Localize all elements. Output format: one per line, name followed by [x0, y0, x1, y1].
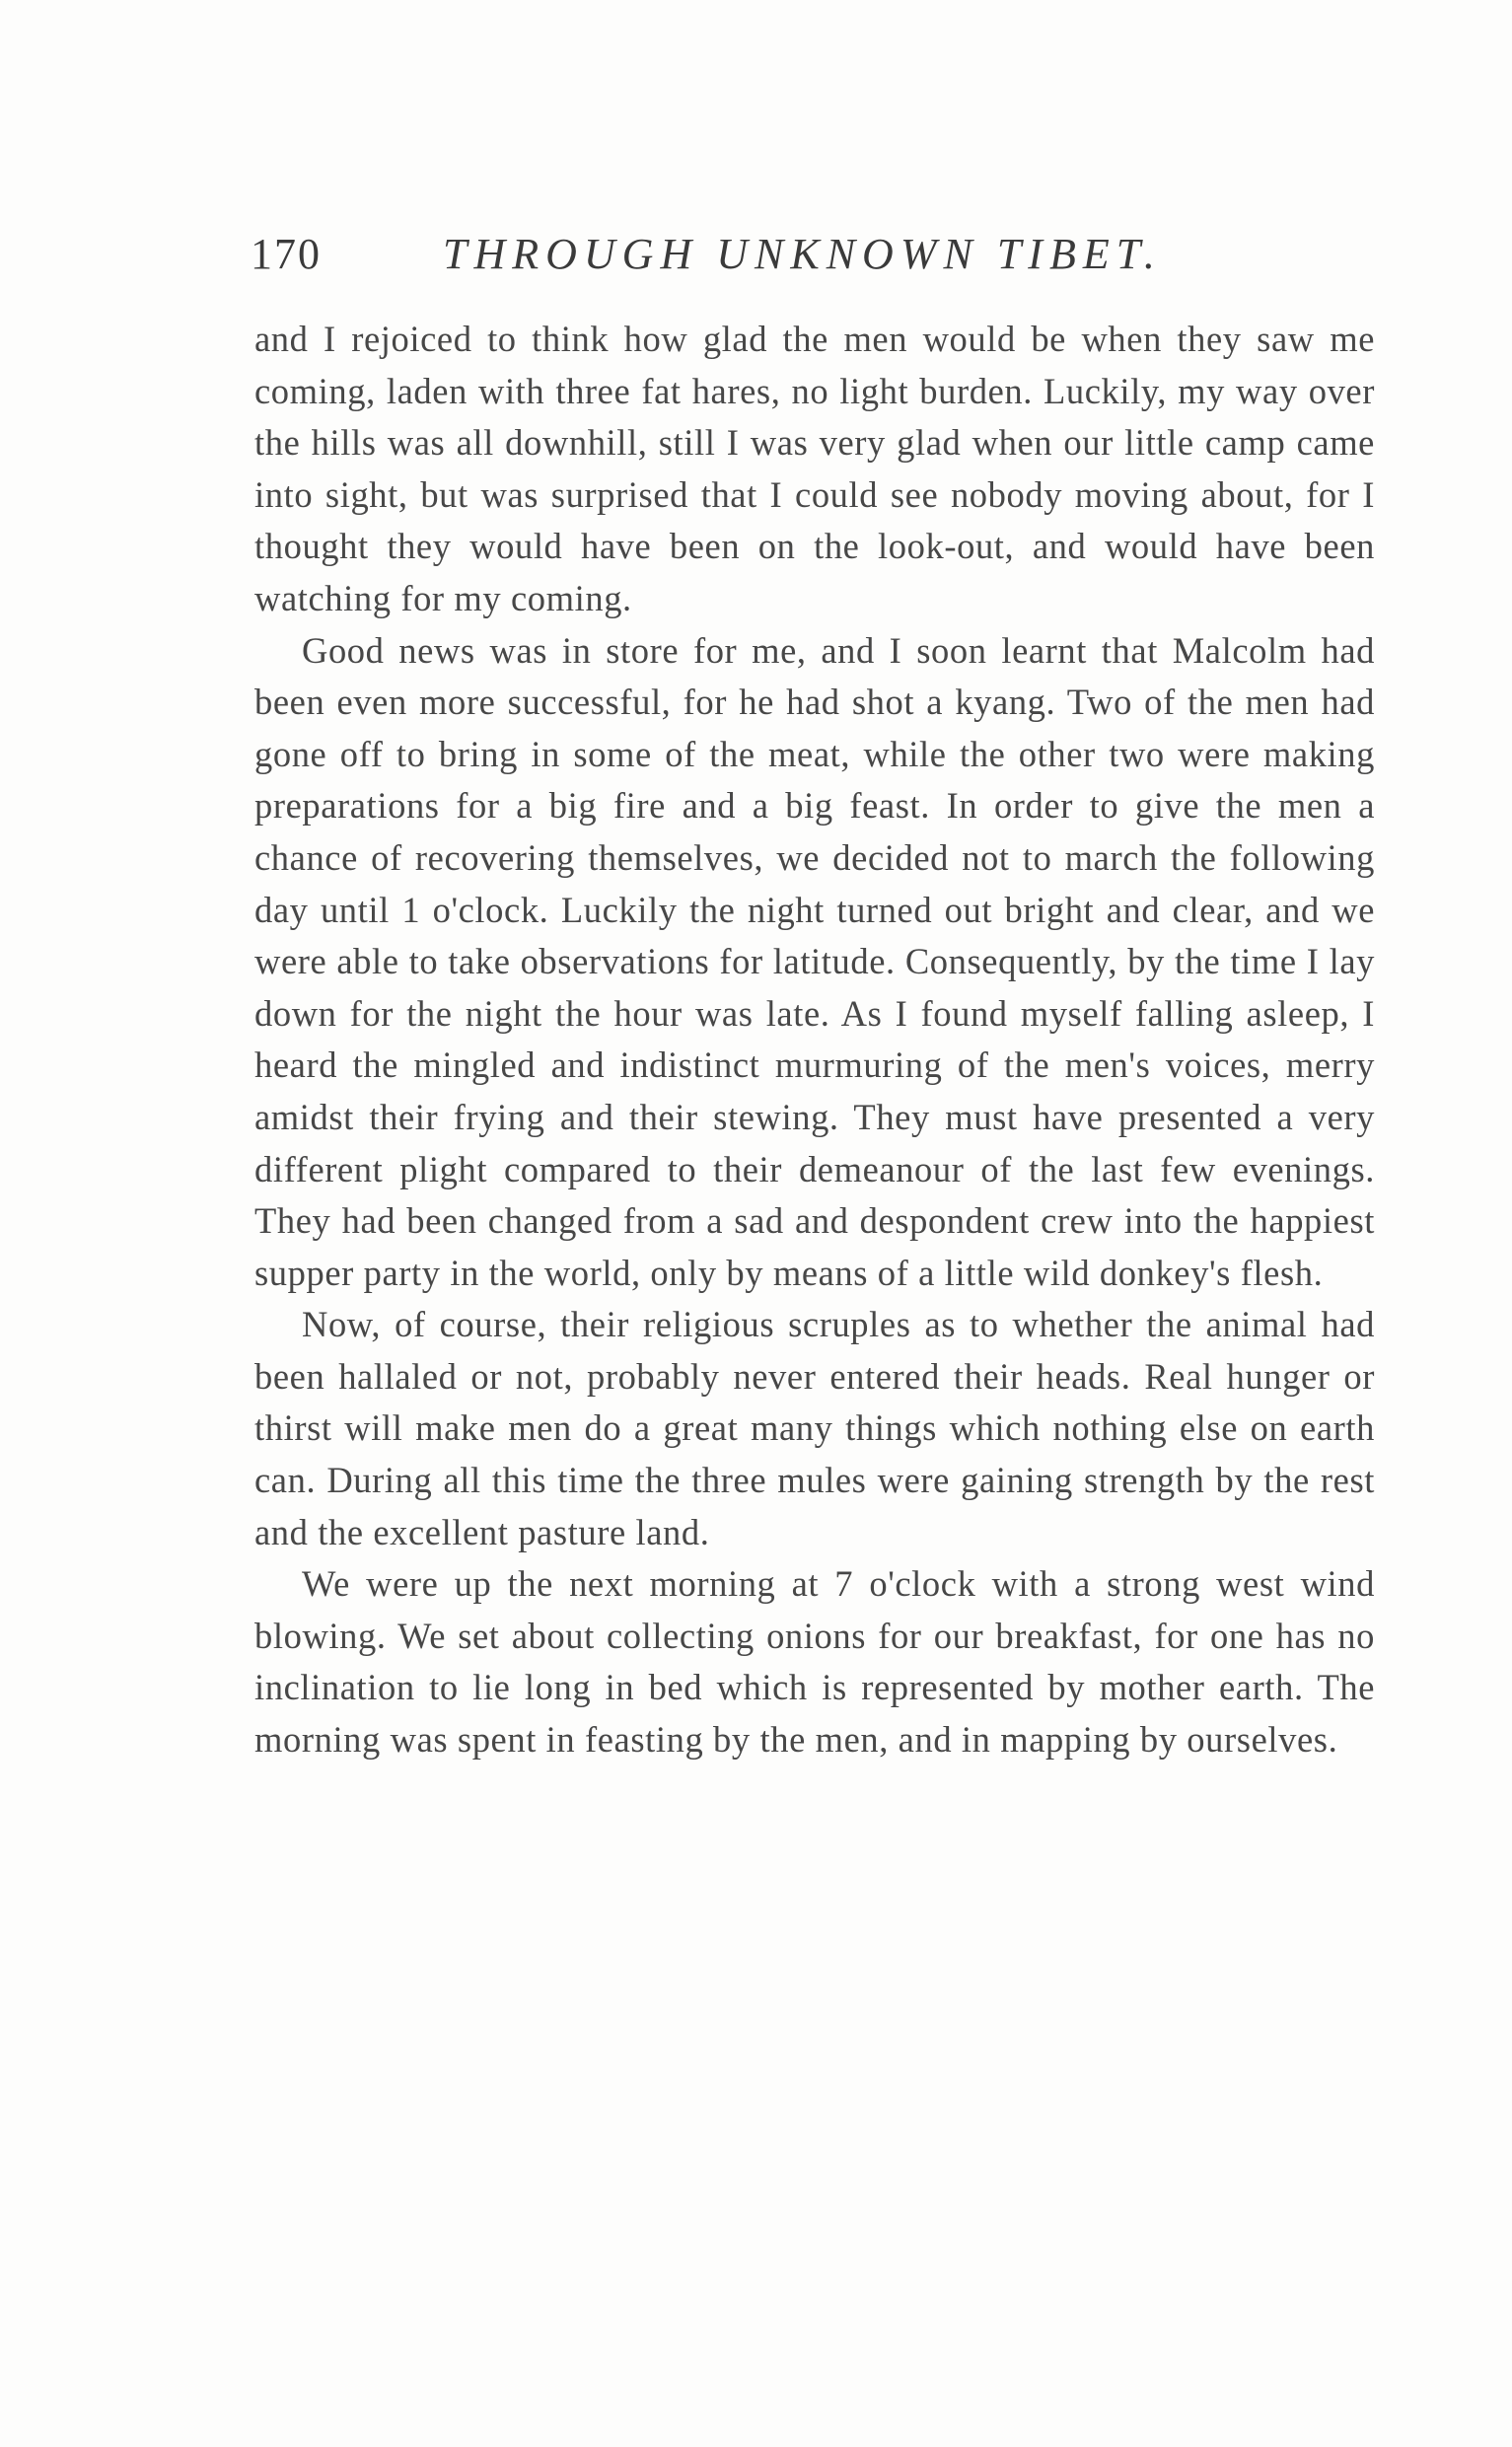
body-text	[254, 314, 1375, 1766]
page-header	[251, 229, 1371, 288]
running-title: THROUGH UNKNOWN TIBET.	[443, 230, 1162, 278]
paragraph-continuation: and I rejoiced to think how glad the men would be when they saw me coming, laden with three fat hares, no light burden. Luckily, my way over the hills was all downhill, still I was very glad when our little camp came into sight, but was surprised that I could see nobody moving about, for I thought they would have been on the look-out, and would have been watching for my coming.	[254, 319, 1375, 618]
page-number: 170	[251, 230, 322, 278]
paragraph-next-morning: We were up the next morning at 7 o'clock with a strong west wind blowing. We set about collecting onions for our breakfast, for one has no inclination to lie long in bed which is represented by mother earth. The morning was spent in feasting by the men, and in mapping by ourselves.	[254, 1563, 1375, 1761]
paragraph-good-news: Good news was in store for me, and I soon learnt that Malcolm had been even more successful, for he had shot a kyang. Two of the men had gone off to bring in some of the meat, while the other two were making preparations for a big fire and a big feast. In order to give the men a chance of recovering themselves, we decided not to march the following day until 1 o'clock. Luckily the night turned out bright and clear, and we were able to take observations for latitude. Consequently, by the time I lay down for the night the hour was late. As I found myself falling asleep, I heard the mingled and indistinct murmuring of the men's voices, merry amidst their frying and their stewing. They must have presented a very different plight compared to their demeanour of the last few evenings. They had been changed from a sad and despondent crew into the happiest supper party in the world, only by means of a little wild donkey's flesh.	[254, 629, 1375, 1293]
paragraph-religious-scruples: Now, of course, their religious scruples as to whether the animal had been hallaled or not, probably never entered their heads. Real hunger or thirst will make men do a great many things which nothing else on earth can. During all this time the three mules were gaining strength by the rest and the excellent pasture land.	[254, 1304, 1375, 1552]
